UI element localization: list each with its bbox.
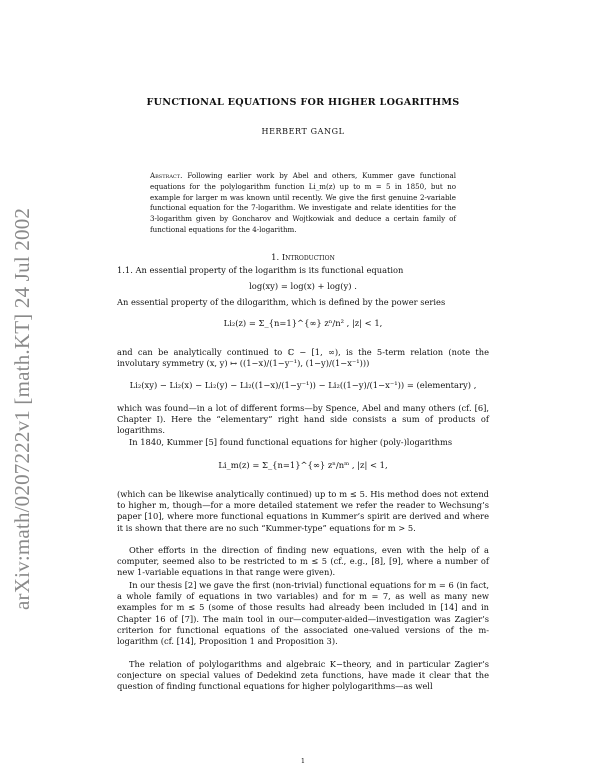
equation-5-term: Li₂(xy) − Li₂(x) − Li₂(y) − Li₂((1−x)/(1−y⁻¹)) − Li₂((1−y)/(1−x⁻¹)) = (elementary) ,	[129, 380, 477, 390]
abstract-label: Abstract.	[150, 171, 183, 180]
paragraph-1-1: 1.1. An essential property of the logarithm is its functional equation	[117, 265, 404, 275]
paragraph-spence: which was found—in a lot of different forms—by Spence, Abel and many others (cf. [6], Chapter I). Here the “elementary” right hand side consists a sum of products of logarithms.	[117, 403, 489, 436]
paragraph-relation: The relation of polylogarithms and algebraic K−theory, and in particular Zagier’s conjecture on special values of Dedekind zeta functions, have made it clear that the question of finding functional equations for higher polylogarithms—as well	[117, 659, 489, 692]
paragraph-kummer: In 1840, Kummer [5] found functional equations for higher (poly-)logarithms	[129, 437, 453, 447]
paper-author: HERBERT GANGL	[261, 127, 345, 136]
abstract-text: Following earlier work by Abel and others, Kummer gave functional equations for the polylogarithm function Li_m(z) up to m = 5 in 1850, but no example for larger m was known until recently. We give the first genuine 2-variable functional equation for the 7-logarithm. We investigate and relate identities for the 3-logarithm given by Goncharov and Wojtkowiak and deduce a certain family of functional equations for the 4-logarithm.	[150, 171, 456, 234]
abstract	[150, 171, 456, 236]
paragraph-continued: and can be analytically continued to ℂ − [1, ∞), is the 5-term relation (note the involutary symmetry (x, y) ↦ ((1−x)/(1−y⁻¹), (1−y)/(1−x⁻¹)))	[117, 347, 489, 369]
section-heading: 1. Introduction	[271, 252, 335, 262]
arxiv-identifier: arXiv:math/0207222v1 [math.KT] 24 Jul 2002	[10, 207, 34, 610]
paragraph-other-efforts: Other efforts in the direction of finding new equations, even with the help of a computer, seemed also to be restricted to m ≤ 5 (cf., e.g., [8], [9], where a number of new 1-variable equations in that range were given).	[117, 545, 489, 578]
equation-li2: Li₂(z) = Σ_{n=1}^{∞} zⁿ/n² , |z| < 1,	[223, 318, 383, 328]
paragraph-likewise: (which can be likewise analytically continued) up to m ≤ 5. His method does not extend to higher m, though—for a more detailed statement we refer the reader to Wechsung’s paper [10], where more functional equations in Kummer’s spirit are derived and where it is shown that there are no such “Kummer-type” equations for m > 5.	[117, 489, 489, 533]
equation-log: log(xy) = log(x) + log(y) .	[249, 281, 357, 291]
paragraph-dilog: An essential property of the dilogarithm, which is defined by the power series	[117, 297, 446, 307]
page-number: 1	[300, 757, 306, 765]
equation-lim: Li_m(z) = Σ_{n=1}^{∞} zⁿ/nᵐ , |z| < 1,	[218, 460, 388, 470]
paper-title: FUNCTIONAL EQUATIONS FOR HIGHER LOGARITHMS	[146, 97, 460, 108]
paragraph-thesis: In our thesis [2] we gave the first (non-trivial) functional equations for m = 6 (in fact, a whole family of equations in two variables) and for m = 7, as well as many new examples for m ≤ 5 (some of those results had already been included in [14] and in Chapter 16 of [7]). The main tool in our—computer-aided—investigation was Zagier’s criterion for functional equations of the associated one-valued versions of the m-logarithm (cf. [14], Proposition 1 and Proposition 3).	[117, 580, 489, 647]
